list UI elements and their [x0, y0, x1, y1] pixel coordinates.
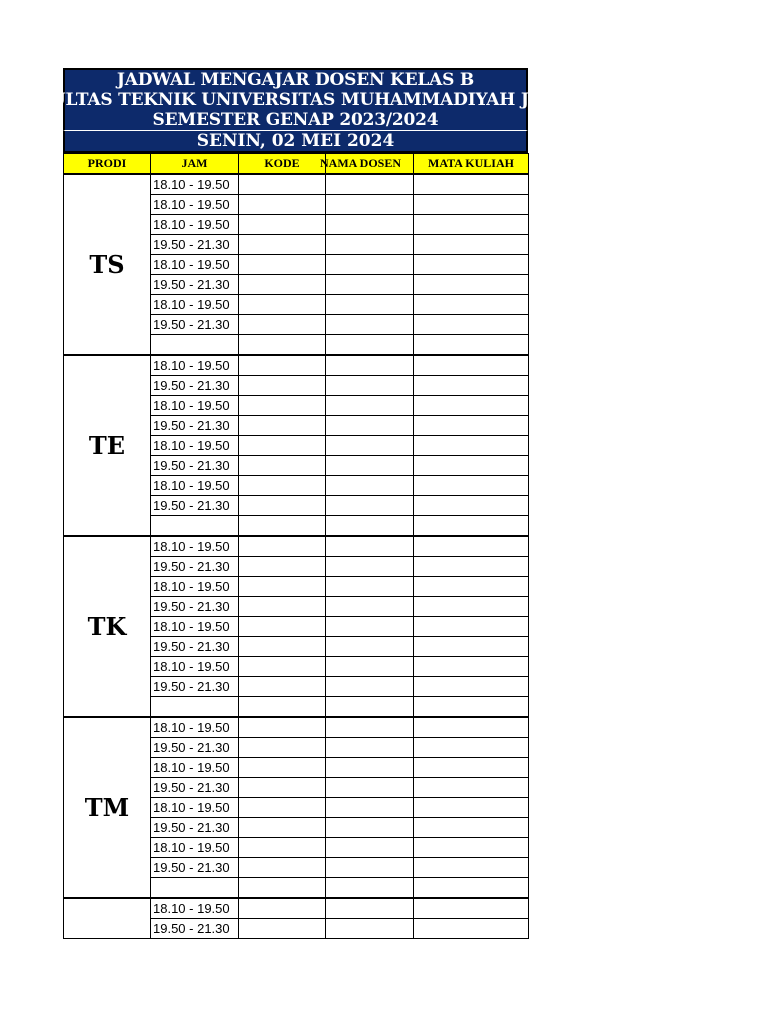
- schedule-sheet: [13, 68, 607, 939]
- mata-kuliah-cell[interactable]: [414, 496, 529, 516]
- nama-dosen-cell[interactable]: [326, 536, 414, 557]
- nama-dosen-cell[interactable]: [326, 637, 414, 657]
- jam-cell[interactable]: 18.10 - 19.50: [151, 174, 239, 195]
- title-line-2: FAKULTAS TEKNIK UNIVERSITAS MUHAMMADIYAH JAKARTA: [13, 90, 607, 110]
- jam-cell[interactable]: 18.10 - 19.50: [151, 758, 239, 778]
- mata-kuliah-cell[interactable]: [414, 617, 529, 637]
- mata-kuliah-cell[interactable]: [414, 456, 529, 476]
- kode-cell[interactable]: [239, 838, 326, 858]
- mata-kuliah-cell[interactable]: [414, 919, 529, 939]
- mata-kuliah-cell[interactable]: [414, 476, 529, 496]
- kode-cell[interactable]: [239, 778, 326, 798]
- nama-dosen-cell[interactable]: [326, 355, 414, 376]
- jam-cell[interactable]: 18.10 - 19.50: [151, 255, 239, 275]
- nama-dosen-cell[interactable]: [326, 516, 414, 537]
- jam-cell[interactable]: [151, 878, 239, 899]
- nama-dosen-cell[interactable]: [326, 295, 414, 315]
- jam-cell[interactable]: 18.10 - 19.50: [151, 396, 239, 416]
- kode-cell[interactable]: [239, 798, 326, 818]
- nama-dosen-cell[interactable]: [326, 557, 414, 577]
- table-row: [64, 355, 529, 376]
- kode-cell[interactable]: [239, 677, 326, 697]
- nama-dosen-cell[interactable]: [326, 738, 414, 758]
- mata-kuliah-cell[interactable]: [414, 416, 529, 436]
- jam-cell[interactable]: 19.50 - 21.30: [151, 597, 239, 617]
- kode-cell[interactable]: [239, 174, 326, 195]
- kode-cell[interactable]: [239, 758, 326, 778]
- prodi-cell: TS: [64, 174, 151, 355]
- kode-cell[interactable]: [239, 335, 326, 356]
- mata-kuliah-cell[interactable]: [414, 174, 529, 195]
- mata-kuliah-cell[interactable]: [414, 778, 529, 798]
- nama-dosen-cell[interactable]: [326, 476, 414, 496]
- mata-kuliah-cell[interactable]: [414, 396, 529, 416]
- jam-cell[interactable]: 18.10 - 19.50: [151, 195, 239, 215]
- mata-kuliah-cell[interactable]: [414, 637, 529, 657]
- jam-cell[interactable]: [151, 335, 239, 356]
- kode-cell[interactable]: [239, 396, 326, 416]
- jam-cell[interactable]: 18.10 - 19.50: [151, 355, 239, 376]
- mata-kuliah-cell[interactable]: [414, 898, 529, 919]
- mata-kuliah-cell[interactable]: [414, 436, 529, 456]
- mata-kuliah-cell[interactable]: [414, 738, 529, 758]
- jam-cell[interactable]: 18.10 - 19.50: [151, 536, 239, 557]
- column-header-nama-dosen: NAMA DOSEN: [326, 154, 414, 175]
- mata-kuliah-cell[interactable]: [414, 536, 529, 557]
- nama-dosen-cell[interactable]: [326, 315, 414, 335]
- mata-kuliah-cell[interactable]: [414, 717, 529, 738]
- jam-cell[interactable]: 19.50 - 21.30: [151, 818, 239, 838]
- mata-kuliah-cell[interactable]: [414, 516, 529, 537]
- kode-cell[interactable]: [239, 878, 326, 899]
- kode-cell[interactable]: [239, 315, 326, 335]
- nama-dosen-cell[interactable]: [326, 275, 414, 295]
- nama-dosen-cell[interactable]: [326, 577, 414, 597]
- kode-cell[interactable]: [239, 275, 326, 295]
- schedule-body: [64, 174, 529, 939]
- table-row: [64, 717, 529, 738]
- kode-cell[interactable]: [239, 597, 326, 617]
- jam-cell[interactable]: 18.10 - 19.50: [151, 436, 239, 456]
- jam-cell[interactable]: 19.50 - 21.30: [151, 738, 239, 758]
- nama-dosen-cell[interactable]: [326, 235, 414, 255]
- mata-kuliah-cell[interactable]: [414, 315, 529, 335]
- mata-kuliah-cell[interactable]: [414, 376, 529, 396]
- jam-cell[interactable]: 19.50 - 21.30: [151, 376, 239, 396]
- jam-cell[interactable]: 19.50 - 21.30: [151, 235, 239, 255]
- nama-dosen-cell[interactable]: [326, 818, 414, 838]
- nama-dosen-cell[interactable]: [326, 617, 414, 637]
- nama-dosen-cell[interactable]: [326, 456, 414, 476]
- nama-dosen-cell[interactable]: [326, 496, 414, 516]
- title-block: [13, 68, 607, 130]
- kode-cell[interactable]: [239, 295, 326, 315]
- kode-cell[interactable]: [239, 657, 326, 677]
- jam-cell[interactable]: 18.10 - 19.50: [151, 898, 239, 919]
- table-row: [64, 174, 529, 195]
- kode-cell[interactable]: [239, 376, 326, 396]
- mata-kuliah-cell[interactable]: [414, 195, 529, 215]
- mata-kuliah-cell[interactable]: [414, 275, 529, 295]
- column-header-prodi: PRODI: [64, 154, 151, 175]
- mata-kuliah-cell[interactable]: [414, 878, 529, 899]
- nama-dosen-cell[interactable]: [326, 898, 414, 919]
- table-row: [64, 898, 529, 919]
- nama-dosen-cell[interactable]: [326, 335, 414, 356]
- kode-cell[interactable]: [239, 355, 326, 376]
- nama-dosen-cell[interactable]: [326, 174, 414, 195]
- nama-dosen-cell[interactable]: [326, 255, 414, 275]
- title-line-3: SEMESTER GENAP 2023/2024: [152, 110, 439, 130]
- kode-cell[interactable]: [239, 436, 326, 456]
- prodi-cell: [64, 898, 151, 939]
- kode-cell[interactable]: [239, 476, 326, 496]
- nama-dosen-cell[interactable]: [326, 416, 414, 436]
- mata-kuliah-cell[interactable]: [414, 838, 529, 858]
- jam-cell[interactable]: 18.10 - 19.50: [151, 617, 239, 637]
- prodi-cell: TK: [64, 536, 151, 717]
- jam-cell[interactable]: 18.10 - 19.50: [151, 798, 239, 818]
- kode-cell[interactable]: [239, 617, 326, 637]
- nama-dosen-cell[interactable]: [326, 919, 414, 939]
- nama-dosen-cell[interactable]: [326, 396, 414, 416]
- nama-dosen-cell[interactable]: [326, 838, 414, 858]
- mata-kuliah-cell[interactable]: [414, 798, 529, 818]
- jam-cell[interactable]: 19.50 - 21.30: [151, 858, 239, 878]
- jam-cell[interactable]: 18.10 - 19.50: [151, 476, 239, 496]
- jam-cell[interactable]: 19.50 - 21.30: [151, 919, 239, 939]
- kode-cell[interactable]: [239, 637, 326, 657]
- kode-cell[interactable]: [239, 697, 326, 718]
- jam-cell[interactable]: 19.50 - 21.30: [151, 275, 239, 295]
- jam-cell[interactable]: [151, 516, 239, 537]
- mata-kuliah-cell[interactable]: [414, 335, 529, 356]
- kode-cell[interactable]: [239, 195, 326, 215]
- title-line-1: JADWAL MENGAJAR DOSEN KELAS B: [116, 70, 475, 90]
- mata-kuliah-cell[interactable]: [414, 657, 529, 677]
- kode-cell[interactable]: [239, 215, 326, 235]
- mata-kuliah-cell[interactable]: [414, 677, 529, 697]
- nama-dosen-cell[interactable]: [326, 677, 414, 697]
- jam-cell[interactable]: 18.10 - 19.50: [151, 215, 239, 235]
- kode-cell[interactable]: [239, 456, 326, 476]
- jam-cell[interactable]: 19.50 - 21.30: [151, 557, 239, 577]
- jam-cell[interactable]: 18.10 - 19.50: [151, 657, 239, 677]
- nama-dosen-cell[interactable]: [326, 597, 414, 617]
- jam-cell[interactable]: 18.10 - 19.50: [151, 295, 239, 315]
- nama-dosen-cell[interactable]: [326, 436, 414, 456]
- mata-kuliah-cell[interactable]: [414, 818, 529, 838]
- kode-cell[interactable]: [239, 557, 326, 577]
- kode-cell[interactable]: [239, 496, 326, 516]
- kode-cell[interactable]: [239, 898, 326, 919]
- mata-kuliah-cell[interactable]: [414, 858, 529, 878]
- jam-cell[interactable]: [151, 697, 239, 718]
- prodi-cell: TM: [64, 717, 151, 898]
- kode-cell[interactable]: [239, 818, 326, 838]
- schedule-table: [63, 153, 529, 939]
- mata-kuliah-cell[interactable]: [414, 215, 529, 235]
- kode-cell[interactable]: [239, 235, 326, 255]
- nama-dosen-cell[interactable]: [326, 798, 414, 818]
- mata-kuliah-cell[interactable]: [414, 557, 529, 577]
- kode-cell[interactable]: [239, 717, 326, 738]
- jam-cell[interactable]: 19.50 - 21.30: [151, 456, 239, 476]
- nama-dosen-cell[interactable]: [326, 376, 414, 396]
- column-header-jam: JAM: [151, 154, 239, 175]
- kode-cell[interactable]: [239, 919, 326, 939]
- mata-kuliah-cell[interactable]: [414, 758, 529, 778]
- jam-cell[interactable]: 19.50 - 21.30: [151, 778, 239, 798]
- nama-dosen-cell[interactable]: [326, 858, 414, 878]
- column-header-mata-kuliah: MATA KULIAH: [414, 154, 529, 175]
- jam-cell[interactable]: 18.10 - 19.50: [151, 717, 239, 738]
- jam-cell[interactable]: 19.50 - 21.30: [151, 677, 239, 697]
- jam-cell[interactable]: 19.50 - 21.30: [151, 496, 239, 516]
- kode-cell[interactable]: [239, 738, 326, 758]
- header-row: [64, 154, 529, 175]
- nama-dosen-cell[interactable]: [326, 878, 414, 899]
- mata-kuliah-cell[interactable]: [414, 295, 529, 315]
- kode-cell[interactable]: [239, 255, 326, 275]
- nama-dosen-cell[interactable]: [326, 758, 414, 778]
- mata-kuliah-cell[interactable]: [414, 355, 529, 376]
- prodi-cell: TE: [64, 355, 151, 536]
- mata-kuliah-cell[interactable]: [414, 577, 529, 597]
- column-header-kode: KODE: [239, 154, 326, 175]
- kode-cell[interactable]: [239, 577, 326, 597]
- jam-cell[interactable]: 19.50 - 21.30: [151, 637, 239, 657]
- table-row: [64, 536, 529, 557]
- nama-dosen-cell[interactable]: [326, 778, 414, 798]
- nama-dosen-cell[interactable]: [326, 717, 414, 738]
- mata-kuliah-cell[interactable]: [414, 235, 529, 255]
- kode-cell[interactable]: [239, 536, 326, 557]
- jam-cell[interactable]: 18.10 - 19.50: [151, 838, 239, 858]
- kode-cell[interactable]: [239, 858, 326, 878]
- date-line: SENIN, 02 MEI 2024: [63, 130, 528, 153]
- nama-dosen-cell[interactable]: [326, 697, 414, 718]
- jam-cell[interactable]: 18.10 - 19.50: [151, 577, 239, 597]
- nama-dosen-cell[interactable]: [326, 657, 414, 677]
- nama-dosen-cell[interactable]: [326, 195, 414, 215]
- mata-kuliah-cell[interactable]: [414, 697, 529, 718]
- nama-dosen-cell[interactable]: [326, 215, 414, 235]
- jam-cell[interactable]: 19.50 - 21.30: [151, 416, 239, 436]
- kode-cell[interactable]: [239, 516, 326, 537]
- mata-kuliah-cell[interactable]: [414, 255, 529, 275]
- kode-cell[interactable]: [239, 416, 326, 436]
- jam-cell[interactable]: 19.50 - 21.30: [151, 315, 239, 335]
- mata-kuliah-cell[interactable]: [414, 597, 529, 617]
